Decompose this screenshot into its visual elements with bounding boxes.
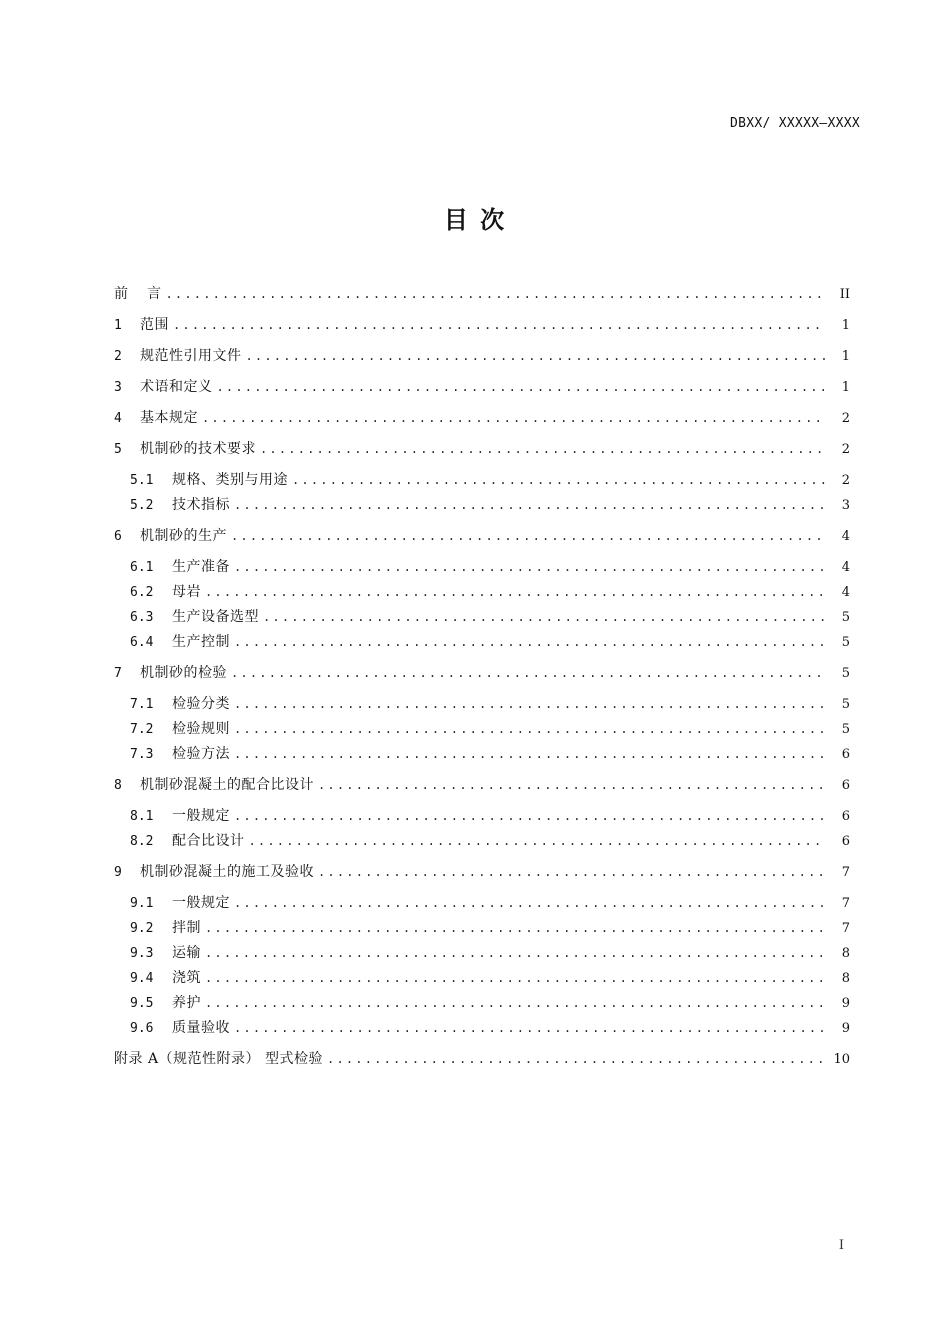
toc-entry-number: 7.3: [130, 747, 154, 762]
toc-entry-page: 2: [841, 473, 850, 488]
toc-leader-dots: [234, 807, 826, 825]
toc-entry-page: 9: [841, 996, 850, 1011]
toc-subentry[interactable]: [114, 969, 850, 987]
toc-entry-label: 范围: [140, 317, 169, 333]
toc-entry-page: 9: [841, 1021, 850, 1036]
toc-entry[interactable]: [114, 378, 850, 396]
toc-entry-page: 2: [841, 442, 850, 457]
toc-entry-number: 6.2: [130, 585, 154, 600]
toc-leader-dots: [318, 863, 826, 881]
toc-entry-number: 7.2: [130, 722, 154, 737]
toc-entry-number: 5.1: [130, 473, 154, 488]
toc-leader-dots: [249, 832, 827, 850]
toc-entry-page: 3: [841, 498, 850, 513]
toc-entry-page: 5: [841, 610, 850, 625]
toc-entry-number: 6: [114, 529, 122, 544]
toc-entry[interactable]: [114, 409, 850, 427]
toc-entry-label: 机制砂混凝土的配合比设计: [140, 777, 314, 793]
toc-leader-dots: [260, 440, 826, 458]
toc-entry-label: 附录 A（规范性附录） 型式检验: [114, 1051, 324, 1067]
toc-entry-number: 2: [114, 349, 122, 364]
toc-subentry[interactable]: [114, 832, 850, 850]
toc-leader-dots: [217, 378, 827, 396]
toc-leader-dots: [173, 316, 826, 334]
toc-entry-label: 生产控制: [172, 634, 230, 650]
toc-entry[interactable]: [114, 863, 850, 881]
toc-entry-label: 生产准备: [172, 559, 230, 575]
toc-leader-dots: [234, 558, 826, 576]
toc-subentry[interactable]: [114, 745, 850, 763]
toc-leader-dots: [231, 527, 826, 545]
toc-entry-label: 技术指标: [172, 497, 230, 513]
toc-subentry[interactable]: [114, 608, 850, 626]
toc-entry-page: 6: [841, 778, 850, 793]
page-number: I: [838, 1238, 844, 1253]
toc-entry-number: 4: [114, 411, 122, 426]
toc-leader-dots: [205, 994, 826, 1012]
toc-leader-dots: [234, 720, 826, 738]
toc-entry-label: 质量验收: [172, 1020, 230, 1036]
toc-entry-page: 5: [841, 722, 850, 737]
toc-entry-label: 浇筑: [172, 970, 201, 986]
toc-entry-label: 检验分类: [172, 696, 230, 712]
toc-entry-page: 4: [841, 585, 850, 600]
toc-entry-label: 检验方法: [172, 746, 230, 762]
toc-leader-dots: [166, 285, 827, 303]
toc-entry-label: 规范性引用文件: [140, 348, 242, 364]
toc-entry-page: 2: [841, 411, 850, 426]
toc-entry-number: 9: [114, 865, 122, 880]
toc-leader-dots: [318, 776, 826, 794]
toc-entry[interactable]: [114, 440, 850, 458]
toc-entry[interactable]: [114, 1050, 850, 1068]
toc-leader-dots: [263, 608, 826, 626]
toc-entry-page: 8: [841, 971, 850, 986]
toc-entry-page: 1: [841, 380, 850, 395]
toc-entry-label: 术语和定义: [140, 379, 213, 395]
toc-leader-dots: [234, 745, 826, 763]
toc-entry-label: 机制砂的检验: [140, 665, 227, 681]
toc-entry-number: 3: [114, 380, 122, 395]
toc-leader-dots: [234, 633, 826, 651]
toc-leader-dots: [234, 496, 826, 514]
toc-entry-number: 9.2: [130, 921, 154, 936]
toc-entry-label: 一般规定: [172, 808, 230, 824]
toc-entry-label: 检验规则: [172, 721, 230, 737]
toc-entry-number: 9.4: [130, 971, 154, 986]
toc-entry-number: 9.6: [130, 1021, 154, 1036]
toc-entry[interactable]: [114, 347, 850, 365]
toc-entry-page: 4: [841, 560, 850, 575]
toc-entry-page: 10: [833, 1052, 850, 1067]
toc-entry-page: 7: [841, 896, 850, 911]
toc-entry-label: 机制砂的技术要求: [140, 441, 256, 457]
toc-entry-number: 1: [114, 318, 122, 333]
toc-entry-number: 9.1: [130, 896, 154, 911]
toc-leader-dots: [205, 919, 826, 937]
toc-entry-number: 5: [114, 442, 122, 457]
toc-leader-dots: [327, 1050, 826, 1068]
toc-subentry[interactable]: [114, 994, 850, 1012]
toc-entry-label: 规格、类别与用途: [172, 472, 288, 488]
toc-entry-page: 7: [841, 921, 850, 936]
toc-entry-label: 拌制: [172, 920, 201, 936]
toc-leader-dots: [205, 583, 826, 601]
toc-subentry[interactable]: [114, 807, 850, 825]
toc-entry-label: 机制砂混凝土的施工及验收: [140, 864, 314, 880]
toc-entry-label: 养护: [172, 995, 201, 1011]
toc-leader-dots: [234, 894, 826, 912]
page-title: 目 次: [443, 206, 507, 234]
toc-entry-label: 配合比设计: [172, 833, 245, 849]
toc-leader-dots: [202, 409, 826, 427]
toc-entry-label: 运输: [172, 945, 201, 961]
toc-leader-dots: [234, 1019, 826, 1037]
toc-entry-page: 6: [841, 747, 850, 762]
toc-entry[interactable]: [114, 285, 850, 303]
toc-entry-number: 9.5: [130, 996, 154, 1011]
toc-subentry[interactable]: [114, 695, 850, 713]
toc-entry-number: 6.3: [130, 610, 154, 625]
toc-leader-dots: [246, 347, 827, 365]
toc-subentry[interactable]: [114, 496, 850, 514]
toc-entry[interactable]: [114, 527, 850, 545]
toc-entry-number: 6.4: [130, 635, 154, 650]
toc-entry[interactable]: [114, 664, 850, 682]
toc-entry-page: II: [839, 287, 850, 302]
toc-entry-page: 1: [841, 318, 850, 333]
toc-entry-page: 8: [841, 946, 850, 961]
toc-subentry[interactable]: [114, 919, 850, 937]
toc-entry-page: 5: [841, 635, 850, 650]
toc-entry-page: 5: [841, 666, 850, 681]
toc-subentry[interactable]: [114, 894, 850, 912]
toc-subentry[interactable]: [114, 720, 850, 738]
toc-entry[interactable]: [114, 316, 850, 334]
toc-entry-number: 9.3: [130, 946, 154, 961]
toc-entry-number: 5.2: [130, 498, 154, 513]
toc-entry-number: 前: [114, 286, 128, 302]
toc-entry-number: 6.1: [130, 560, 154, 575]
toc-entry-label: 生产设备选型: [172, 609, 259, 625]
toc-entry-number: 8: [114, 778, 122, 793]
toc-subentry[interactable]: [114, 633, 850, 651]
toc-entry-label: 言: [147, 286, 162, 302]
toc-entry-number: 8.2: [130, 834, 154, 849]
toc-entry[interactable]: [114, 776, 850, 794]
toc-leader-dots: [205, 969, 826, 987]
toc-entry-page: 5: [841, 697, 850, 712]
toc-entry-label: 母岩: [172, 584, 201, 600]
toc-entry-page: 1: [841, 349, 850, 364]
toc-subentry[interactable]: [114, 944, 850, 962]
toc-entry-label: 一般规定: [172, 895, 230, 911]
document-code: DBXX/ XXXXX—XXXX: [729, 116, 860, 131]
toc-leader-dots: [292, 471, 826, 489]
toc-entry-page: 6: [841, 834, 850, 849]
toc-leader-dots: [231, 664, 826, 682]
toc-entry-number: 7: [114, 666, 122, 681]
table-of-contents: [114, 285, 850, 1068]
toc-entry-page: 7: [841, 865, 850, 880]
toc-entry-number: 8.1: [130, 809, 154, 824]
toc-entry-page: 6: [841, 809, 850, 824]
toc-subentry[interactable]: [114, 558, 850, 576]
toc-subentry[interactable]: [114, 1019, 850, 1037]
toc-subentry[interactable]: [114, 471, 850, 489]
toc-entry-page: 4: [841, 529, 850, 544]
toc-entry-label: 机制砂的生产: [140, 528, 227, 544]
toc-leader-dots: [205, 944, 826, 962]
toc-entry-number: 7.1: [130, 697, 154, 712]
toc-leader-dots: [234, 695, 826, 713]
toc-entry-label: 基本规定: [140, 410, 198, 426]
toc-subentry[interactable]: [114, 583, 850, 601]
